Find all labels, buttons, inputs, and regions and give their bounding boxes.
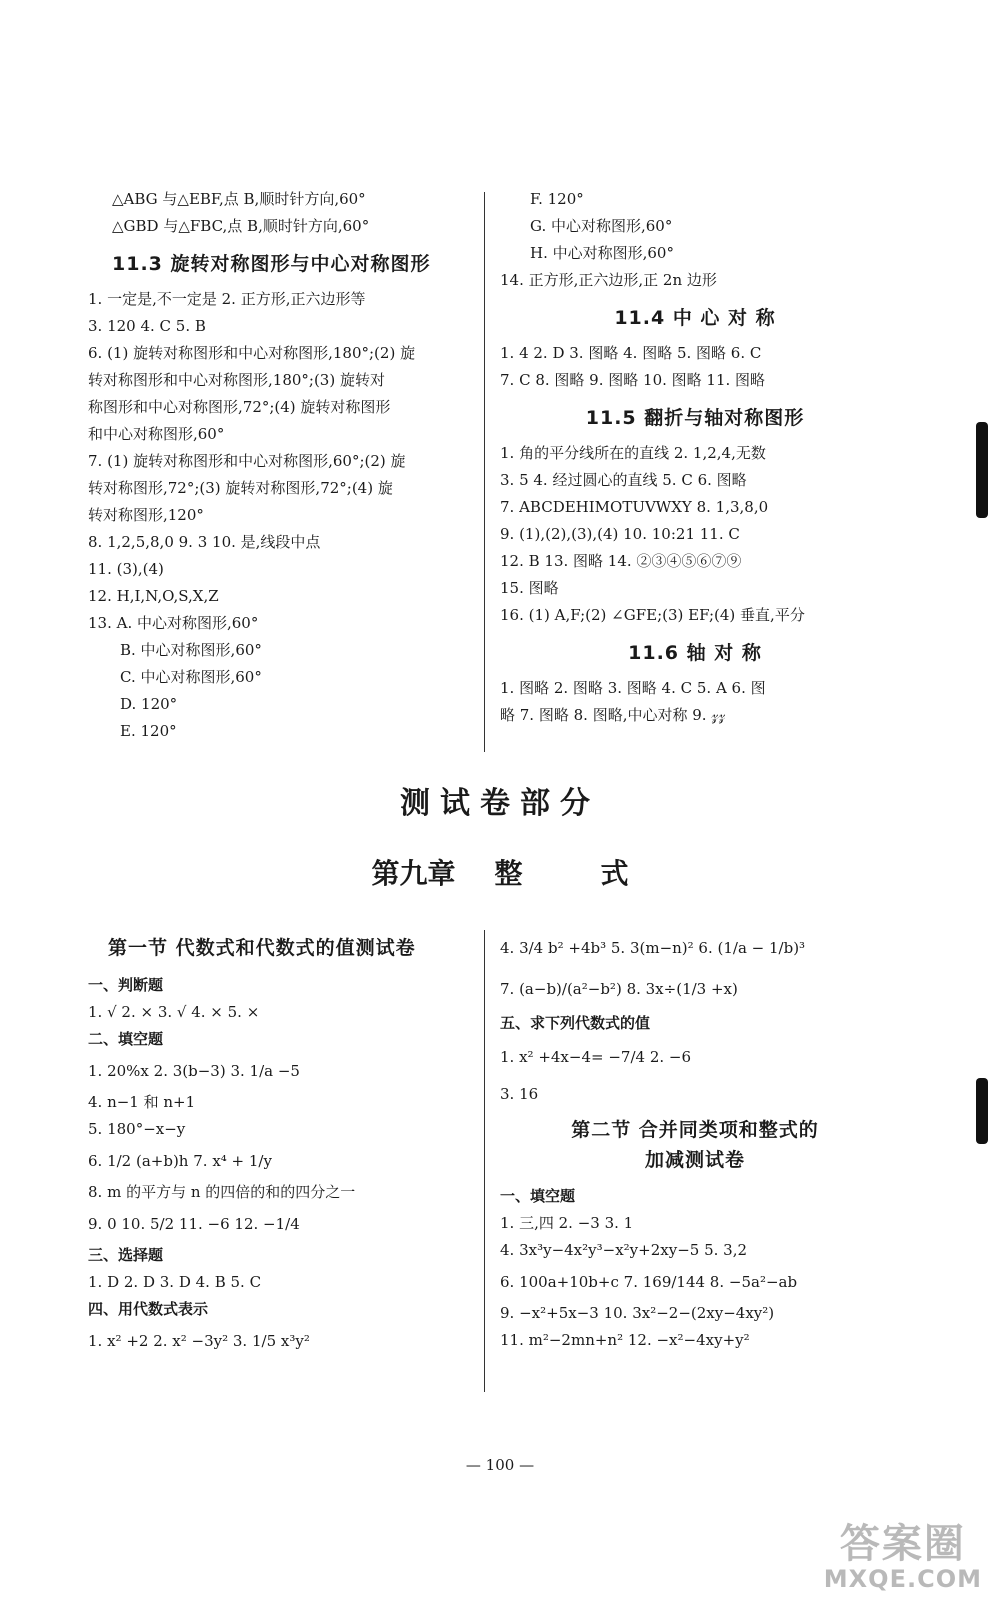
binding-mark bbox=[976, 1078, 988, 1144]
answer-line: 8. 1,2,5,8,0 9. 3 10. 是,线段中点 bbox=[88, 533, 321, 551]
answer-line: 5. 180°−x−y bbox=[88, 1120, 186, 1138]
answer-line: 6. (1) 旋转对称图形和中心对称图形,180°;(2) 旋 bbox=[88, 344, 416, 362]
answer-line: 3. 120 4. C 5. B bbox=[88, 317, 206, 335]
answer-line: 6. 1/2 (a+b)h 7. x⁴ + 1/y bbox=[88, 1152, 272, 1170]
answer-line: 转对称图形,120° bbox=[88, 506, 204, 524]
answer-line: 3. 16 bbox=[500, 1085, 539, 1103]
column-divider-top bbox=[484, 192, 485, 752]
part-heading: 五、求下列代数式的值 bbox=[500, 1014, 651, 1032]
part-title: 测试卷部分 bbox=[400, 786, 600, 821]
answer-line: B. 中心对称图形,60° bbox=[120, 641, 262, 659]
answer-line: 1. D 2. D 3. D 4. B 5. C bbox=[88, 1273, 262, 1291]
answer-line: 12. B 13. 图略 14. ②③④⑤⑥⑦⑨ bbox=[500, 552, 742, 570]
answer-line: 3. 5 4. 经过圆心的直线 5. C 6. 图略 bbox=[500, 471, 747, 489]
answer-line: C. 中心对称图形,60° bbox=[120, 668, 262, 686]
answer-line: 4. 3/4 b² +4b³ 5. 3(m−n)² 6. (1/a − 1/b)³ bbox=[500, 939, 806, 957]
answer-line: 14. 正方形,正六边形,正 2n 边形 bbox=[500, 271, 717, 289]
answer-line: 1. x² +4x−4= −7/4 2. −6 bbox=[500, 1048, 692, 1066]
answer-line: 7. (a−b)/(a²−b²) 8. 3x÷(1/3 +x) bbox=[500, 980, 738, 998]
answer-line: 1. 三,四 2. −3 3. 1 bbox=[500, 1214, 634, 1232]
section-heading-test-1: 第一节 代数式和代数式的值测试卷 bbox=[108, 937, 416, 959]
answer-line: D. 120° bbox=[120, 695, 178, 713]
chapter-title: 第九章 整 式 bbox=[371, 857, 629, 890]
answer-line: 9. (1),(2),(3),(4) 10. 10:21 11. C bbox=[500, 525, 740, 543]
answer-line: △ABG 与△EBF,点 B,顺时针方向,60° bbox=[112, 190, 366, 208]
right-column-top bbox=[500, 186, 890, 729]
answer-line: 1. x² +2 2. x² −3y² 3. 1/5 x³y² bbox=[88, 1332, 310, 1350]
answer-line: 11. m²−2mn+n² 12. −x²−4xy+y² bbox=[500, 1331, 750, 1349]
answer-line: 1. √ 2. × 3. √ 4. × 5. × bbox=[88, 1003, 260, 1021]
answer-line: 1. 角的平分线所在的直线 2. 1,2,4,无数 bbox=[500, 444, 766, 462]
section-heading-test-2: 第二节 合并同类项和整式的 bbox=[571, 1119, 819, 1141]
answer-line: 6. 100a+10b+c 7. 169/144 8. −5a²−ab bbox=[500, 1273, 798, 1291]
answer-line: H. 中心对称图形,60° bbox=[530, 244, 674, 262]
part-heading: 一、填空题 bbox=[500, 1187, 576, 1205]
part-heading: 二、填空题 bbox=[88, 1030, 164, 1048]
answer-line: 1. 图略 2. 图略 3. 图略 4. C 5. A 6. 图 bbox=[500, 679, 766, 697]
answer-line: 转对称图形,72°;(3) 旋转对称图形,72°;(4) 旋 bbox=[88, 479, 393, 497]
answer-line: E. 120° bbox=[120, 722, 177, 740]
answer-line: 12. H,I,N,O,S,X,Z bbox=[88, 587, 219, 605]
left-column-bottom bbox=[88, 930, 468, 1359]
column-divider-bottom bbox=[484, 930, 485, 1392]
section-heading-11-5: 11.5 翻折与轴对称图形 bbox=[585, 407, 805, 429]
answer-line: 9. 0 10. 5/2 11. −6 12. −1/4 bbox=[88, 1215, 300, 1233]
binding-mark bbox=[976, 422, 988, 518]
answer-line: 转对称图形和中心对称图形,180°;(3) 旋转对 bbox=[88, 371, 385, 389]
answer-line: 称图形和中心对称图形,72°;(4) 旋转对称图形 bbox=[88, 398, 391, 416]
right-column-bottom bbox=[500, 928, 890, 1354]
answer-line: 1. 一定是,不一定是 2. 正方形,正六边形等 bbox=[88, 290, 366, 308]
answer-line: 9. −x²+5x−3 10. 3x²−2−(2xy−4xy²) bbox=[500, 1304, 775, 1322]
section-heading-11-6: 11.6 轴 对 称 bbox=[628, 642, 762, 664]
part-heading: 一、判断题 bbox=[88, 976, 164, 994]
watermark-text: 答案圈 bbox=[839, 1521, 966, 1567]
answer-line: △GBD 与△FBC,点 B,顺时针方向,60° bbox=[112, 217, 370, 235]
watermark-logo bbox=[824, 1522, 982, 1592]
answer-line: 略 7. 图略 8. 图略,中心对称 9. 𝓏𝓏 bbox=[500, 706, 726, 724]
left-column-top bbox=[88, 186, 468, 745]
answer-line: G. 中心对称图形,60° bbox=[530, 217, 673, 235]
answer-line: 15. 图略 bbox=[500, 579, 559, 597]
answer-line: 7. (1) 旋转对称图形和中心对称图形,60°;(2) 旋 bbox=[88, 452, 406, 470]
section-heading-11-4: 11.4 中 心 对 称 bbox=[614, 307, 776, 329]
answer-line: 1. 20%x 2. 3(b−3) 3. 1/a −5 bbox=[88, 1062, 300, 1080]
section-heading-test-2-cont: 加减测试卷 bbox=[644, 1149, 745, 1171]
answer-line: 11. (3),(4) bbox=[88, 560, 164, 578]
section-heading-11-3: 11.3 旋转对称图形与中心对称图形 bbox=[112, 253, 431, 275]
page-number: — 100 — bbox=[465, 1456, 535, 1474]
part-heading: 三、选择题 bbox=[88, 1246, 164, 1264]
answer-line: 和中心对称图形,60° bbox=[88, 425, 225, 443]
answer-line: 13. A. 中心对称图形,60° bbox=[88, 614, 259, 632]
answer-line: 8. m 的平方与 n 的四倍的和的四分之一 bbox=[88, 1183, 356, 1201]
answer-line: 7. C 8. 图略 9. 图略 10. 图略 11. 图略 bbox=[500, 371, 766, 389]
answer-line: 4. n−1 和 n+1 bbox=[88, 1093, 196, 1111]
answer-line: 16. (1) A,F;(2) ∠GFE;(3) EF;(4) 垂直,平分 bbox=[500, 606, 805, 624]
answer-line: 4. 3x³y−4x²y³−x²y+2xy−5 5. 3,2 bbox=[500, 1241, 748, 1259]
answer-line: 7. ABCDEHIMOTUVWXY 8. 1,3,8,0 bbox=[500, 498, 769, 516]
part-heading: 四、用代数式表示 bbox=[88, 1300, 209, 1318]
answer-line: 1. 4 2. D 3. 图略 4. 图略 5. 图略 6. C bbox=[500, 344, 762, 362]
watermark-url: MXQE.COM bbox=[823, 1565, 982, 1593]
answer-line: F. 120° bbox=[530, 190, 584, 208]
